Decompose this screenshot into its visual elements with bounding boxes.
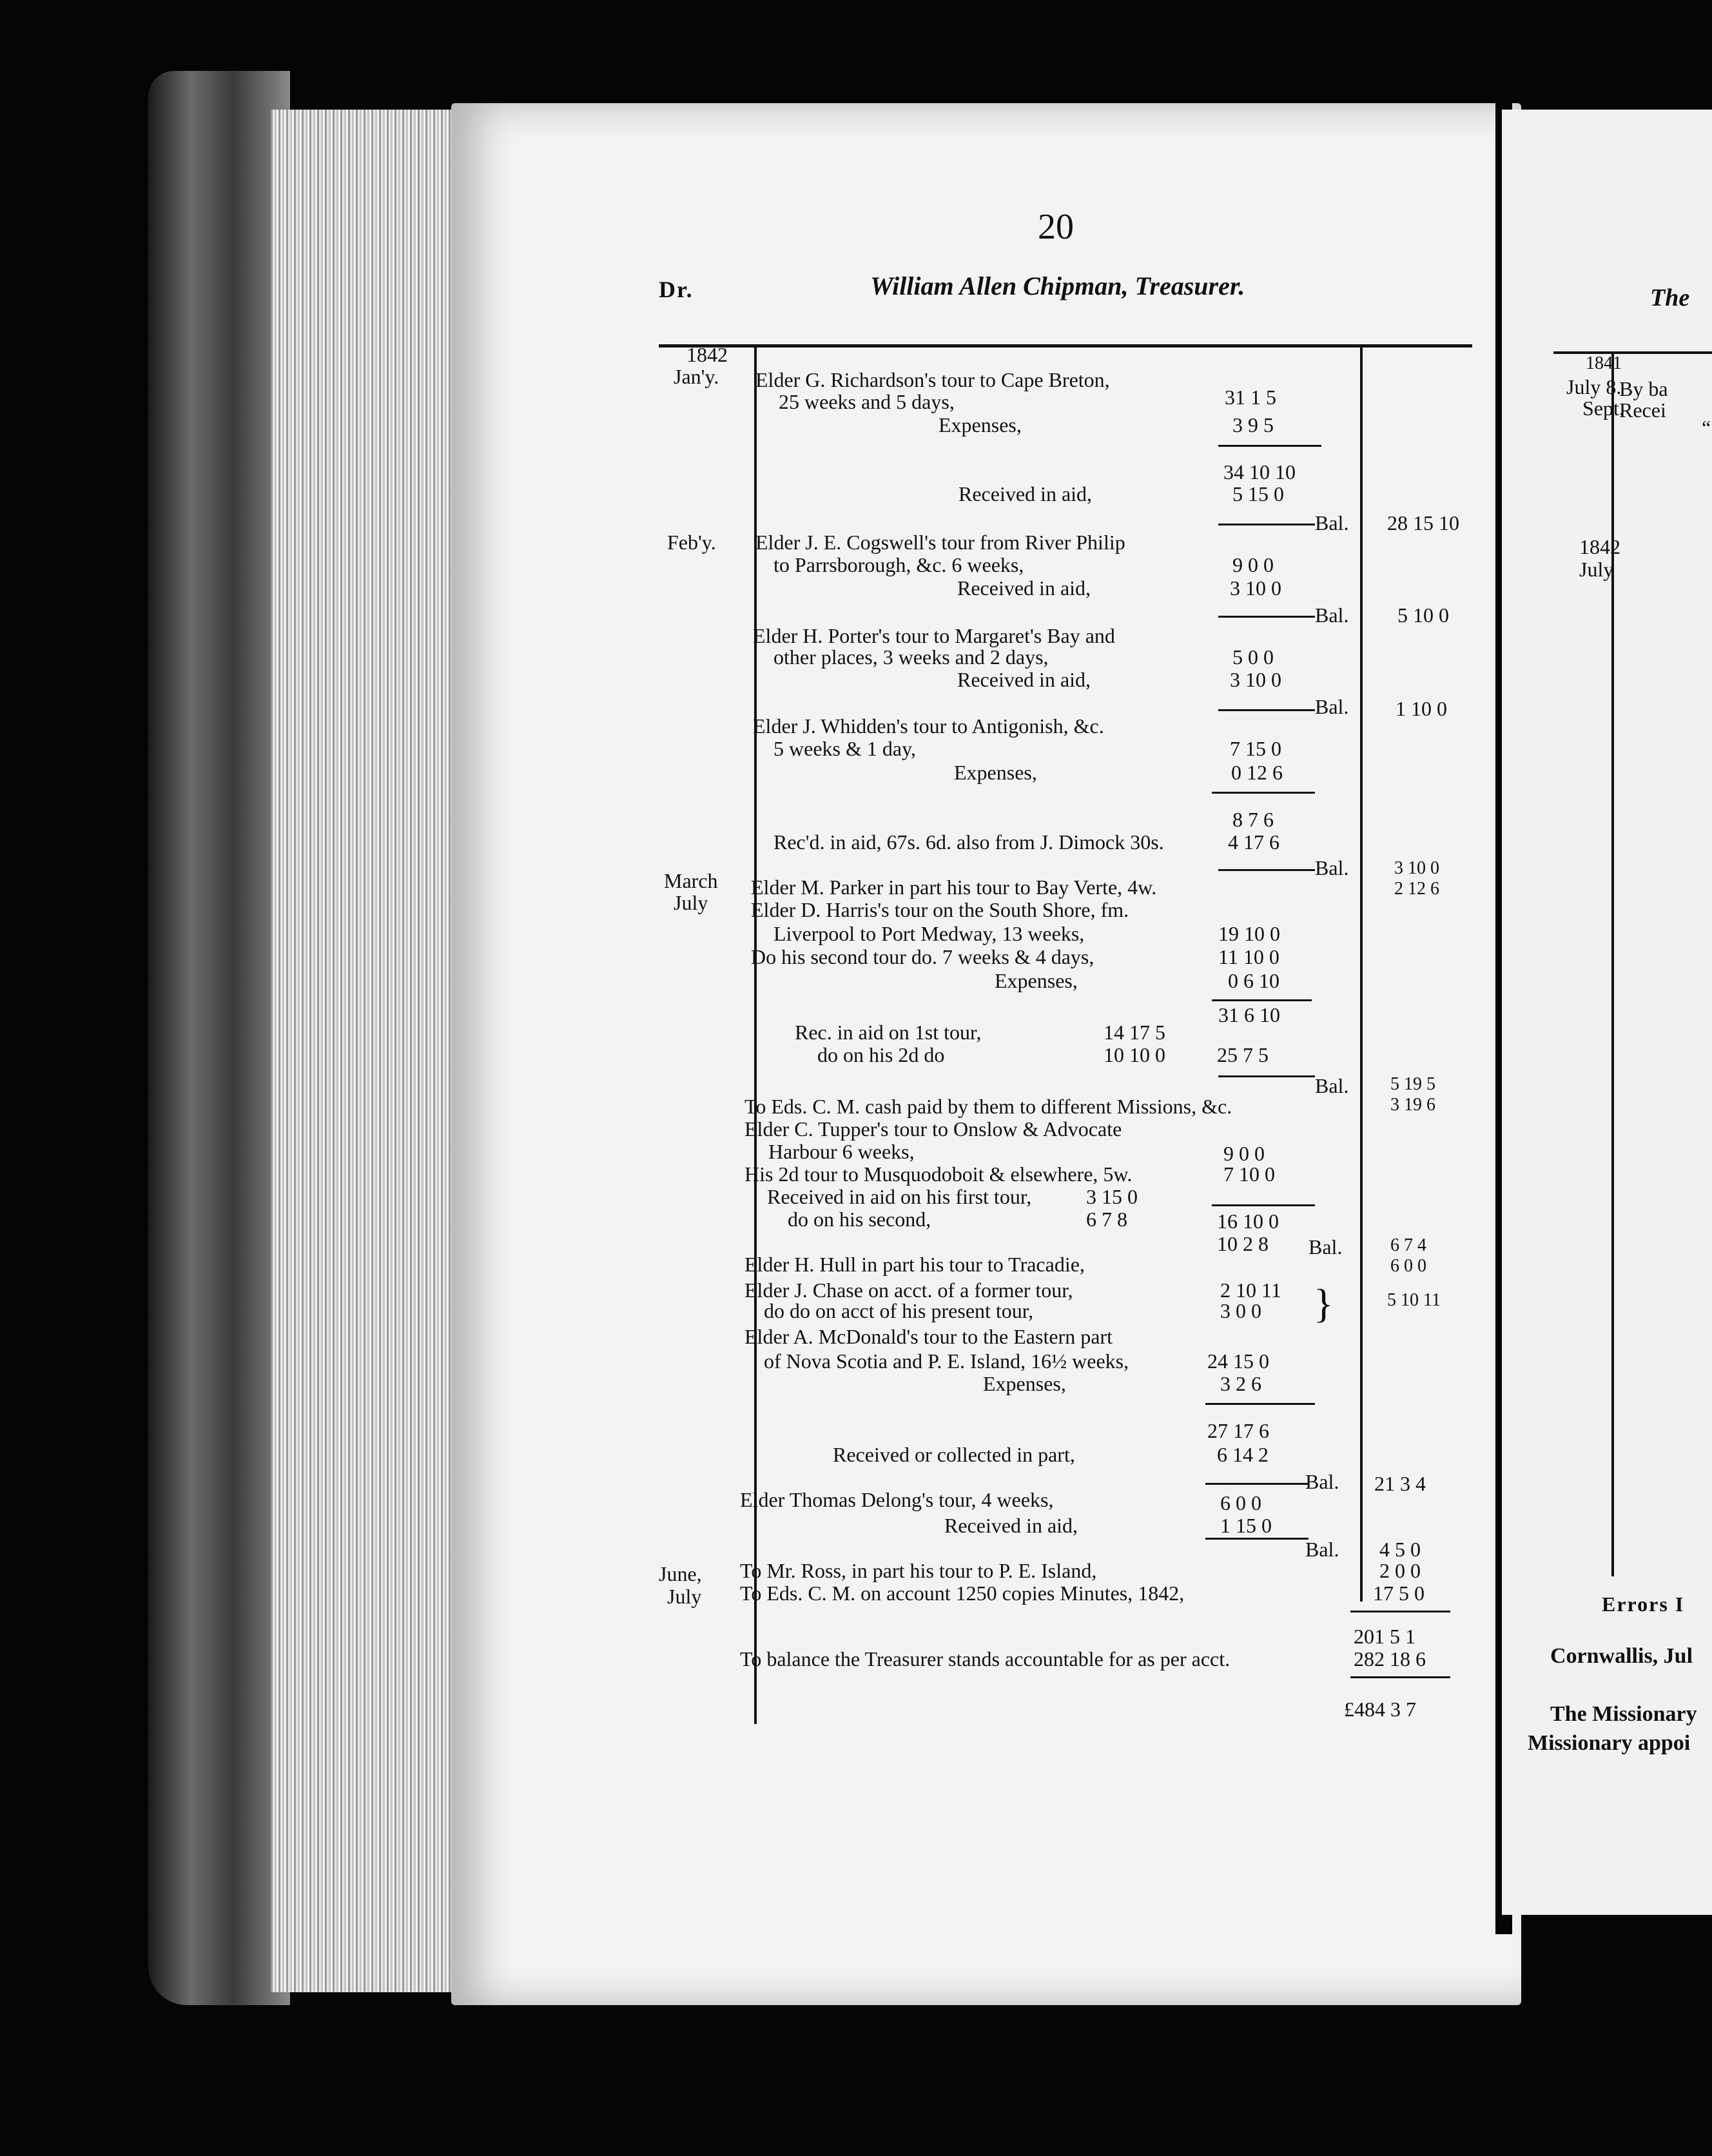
right-entry: By ba <box>1619 377 1668 400</box>
amount: 3 10 0 <box>1230 576 1281 600</box>
entry-line: Elder M. Parker in part his tour to Bay Verte, 4w. <box>751 876 1157 899</box>
right-date: July <box>1579 558 1614 581</box>
right-entry: “ <box>1702 416 1711 439</box>
amount: 10 2 8 <box>1217 1232 1269 1255</box>
amount: 9 0 0 <box>1232 553 1274 576</box>
amount: 6 7 8 <box>1086 1208 1127 1231</box>
entry-line: Expenses, <box>939 413 1022 436</box>
entry-line: Elder D. Harris's tour on the South Shore, fm. <box>751 898 1129 921</box>
amount: 7 10 0 <box>1223 1162 1275 1186</box>
entry-line: Expenses, <box>983 1372 1066 1395</box>
entry-line: Do his second tour do. 7 weeks & 4 days, <box>751 945 1094 968</box>
date-month: July <box>674 891 708 914</box>
amount: 6 14 2 <box>1217 1443 1269 1466</box>
total-amount: £484 3 7 <box>1344 1698 1416 1721</box>
bal-rule <box>1218 524 1315 525</box>
sum-rule <box>1350 1611 1450 1612</box>
balance-amount: 2 12 6 <box>1394 879 1439 899</box>
bal-rule <box>1218 1075 1315 1077</box>
right-entry: Cornwallis, Jul <box>1550 1644 1693 1668</box>
entry-line: Elder J. Chase on acct. of a former tour, <box>744 1279 1073 1302</box>
bal-label: Bal. <box>1305 1470 1339 1493</box>
amount: 34 10 10 <box>1223 460 1296 484</box>
bal-rule <box>1218 869 1315 871</box>
entry-line: Rec. in aid on 1st tour, <box>795 1021 982 1044</box>
entry-line: His 2d tour to Musquodoboit & elsewhere, 5w. <box>744 1162 1133 1186</box>
entry-line: do do on acct of his present tour, <box>764 1299 1034 1322</box>
balance-amount: 201 5 1 <box>1354 1625 1415 1648</box>
date-year: 1842 <box>686 343 728 366</box>
amount: 3 2 6 <box>1220 1372 1261 1395</box>
right-errors-heading: Errors I <box>1602 1592 1685 1616</box>
right-ledger-rule <box>1553 351 1712 354</box>
entry-line: Rec'd. in aid, 67s. 6d. also from J. Dimock 30s. <box>773 830 1164 854</box>
bal-label: Bal. <box>1315 511 1349 534</box>
balance-amount: 1 10 0 <box>1396 697 1447 720</box>
balance-amount: 5 10 0 <box>1397 603 1449 627</box>
entry-line: to Parrsborough, &c. 6 weeks, <box>773 553 1024 576</box>
book-edge-outer <box>148 71 290 2005</box>
amount: 25 7 5 <box>1217 1043 1269 1066</box>
bal-label: Bal. <box>1315 1074 1349 1097</box>
entry-line: Expenses, <box>954 761 1037 784</box>
amount: 31 1 5 <box>1225 386 1276 409</box>
page-number: 20 <box>1038 207 1074 247</box>
entry-line: Received in aid, <box>957 576 1091 600</box>
entry-line: Liverpool to Port Medway, 13 weeks, <box>773 922 1085 945</box>
entry-line: do on his second, <box>788 1208 931 1231</box>
entry-line: Received in aid, <box>944 1514 1078 1537</box>
date-month: Feb'y. <box>667 531 716 554</box>
amount: 10 10 0 <box>1104 1043 1165 1066</box>
bal-rule <box>1205 1538 1308 1540</box>
amount: 3 15 0 <box>1086 1185 1138 1208</box>
entry-line: other places, 3 weeks and 2 days, <box>773 645 1049 669</box>
amount: 14 17 5 <box>1104 1021 1165 1044</box>
amount: 3 9 5 <box>1232 413 1274 436</box>
balance-amount: 6 7 4 <box>1390 1235 1426 1255</box>
sum-rule <box>1350 1676 1450 1678</box>
amount: 5 0 0 <box>1232 645 1274 669</box>
amount: 0 12 6 <box>1231 761 1283 784</box>
bal-label: Bal. <box>1315 603 1349 627</box>
balance-amount: 6 0 0 <box>1390 1256 1426 1276</box>
right-date: 1841 <box>1586 353 1622 373</box>
entry-line: To Mr. Ross, in part his tour to P. E. Island, <box>740 1559 1097 1582</box>
amount: 7 15 0 <box>1230 737 1281 760</box>
sum-rule <box>1212 1204 1315 1206</box>
dr-label: Dr. <box>659 277 694 302</box>
right-date: Sept. <box>1582 397 1624 420</box>
amount: 8 7 6 <box>1232 808 1274 831</box>
entry-line: To balance the Treasurer stands accountable for as per acct. <box>740 1647 1230 1671</box>
right-entry: Recei <box>1619 398 1666 422</box>
entry-line: Elder H. Porter's tour to Margaret's Bay and <box>753 624 1115 647</box>
amount: 3 0 0 <box>1220 1299 1261 1322</box>
sum-rule <box>1205 1403 1315 1405</box>
right-page-title: The <box>1650 284 1690 311</box>
entry-line: Elder C. Tupper's tour to Onslow & Advocate <box>744 1117 1122 1141</box>
amount: 9 0 0 <box>1223 1142 1265 1165</box>
amount: 19 10 0 <box>1218 922 1280 945</box>
entry-line: 25 weeks and 5 days, <box>779 390 955 413</box>
entry-line: Elder J. E. Cogswell's tour from River Philip <box>755 531 1125 554</box>
right-entry: The Missionary <box>1550 1702 1697 1726</box>
entry-line: To Eds. C. M. on account 1250 copies Minutes, 1842, <box>740 1582 1185 1605</box>
amount: 6 0 0 <box>1220 1491 1261 1514</box>
balance-amount: 3 19 6 <box>1390 1095 1435 1115</box>
entry-line: Elder H. Hull in part his tour to Tracadie, <box>744 1253 1085 1276</box>
amount: 16 10 0 <box>1217 1210 1279 1233</box>
sum-rule <box>1218 445 1321 447</box>
amount: 4 17 6 <box>1228 830 1279 854</box>
date-month: July <box>667 1585 702 1608</box>
balance-amount: 21 3 4 <box>1374 1472 1426 1495</box>
bal-label: Bal. <box>1308 1235 1343 1259</box>
date-month: June, <box>659 1562 702 1585</box>
ledger-top-rule <box>659 344 1472 348</box>
entry-line: do on his 2d do <box>817 1043 945 1066</box>
entry-line: 5 weeks & 1 day, <box>773 737 916 760</box>
entry-line: Received or collected in part, <box>833 1443 1075 1466</box>
balance-amount: 282 18 6 <box>1354 1647 1426 1671</box>
entry-line: of Nova Scotia and P. E. Island, 16½ weeks, <box>764 1349 1129 1373</box>
amount: 5 15 0 <box>1232 482 1284 505</box>
date-month: Jan'y. <box>674 365 719 388</box>
balance-amount: 17 5 0 <box>1373 1582 1425 1605</box>
entry-line: Harbour 6 weeks, <box>768 1140 915 1163</box>
book-page-edges <box>271 110 464 1992</box>
amount: 24 15 0 <box>1207 1349 1269 1373</box>
entry-line: Received in aid, <box>957 668 1091 691</box>
bal-rule <box>1205 1483 1308 1485</box>
bal-label: Bal. <box>1305 1538 1339 1561</box>
sum-rule <box>1212 999 1312 1001</box>
entry-line: Received in aid, <box>958 482 1093 505</box>
right-date: July 8. <box>1566 375 1622 398</box>
bal-label: Bal. <box>1315 695 1349 718</box>
balance-amount: 5 19 5 <box>1390 1074 1435 1094</box>
right-date: 1842 <box>1579 535 1620 558</box>
bal-rule <box>1218 616 1315 618</box>
sum-rule <box>1212 792 1315 794</box>
bal-label: Bal. <box>1315 856 1349 879</box>
date-month: March <box>664 869 718 892</box>
entry-line: Elder J. Whidden's tour to Antigonish, &c. <box>753 714 1104 738</box>
balance-amount: 4 5 0 <box>1379 1538 1421 1561</box>
entry-line: To Eds. C. M. cash paid by them to different Missions, &c. <box>744 1095 1232 1118</box>
amount: 0 6 10 <box>1228 969 1279 992</box>
page-title: William Allen Chipman, Treasurer. <box>870 271 1245 300</box>
balance-amount: 2 0 0 <box>1379 1559 1421 1582</box>
balance-amount: 3 10 0 <box>1394 858 1439 878</box>
entry-line: Received in aid on his first tour, <box>767 1185 1032 1208</box>
amount: 27 17 6 <box>1207 1419 1269 1442</box>
amount: 2 10 11 <box>1220 1279 1281 1302</box>
amount: 3 10 0 <box>1230 668 1281 691</box>
amount: 11 10 0 <box>1218 945 1279 968</box>
entry-line: Elder G. Richardson's tour to Cape Breton, <box>755 368 1110 391</box>
amount-column-rule <box>1360 344 1363 1602</box>
entry-line: Expenses, <box>995 969 1078 992</box>
amount: 31 6 10 <box>1218 1003 1280 1026</box>
amount: 1 15 0 <box>1220 1514 1272 1537</box>
brace-glyph: } <box>1314 1280 1334 1326</box>
entry-line: Elder A. McDonald's tour to the Eastern part <box>744 1325 1113 1348</box>
bal-rule <box>1218 709 1315 711</box>
balance-amount: 28 15 10 <box>1387 511 1459 534</box>
entry-line: Elder Thomas Delong's tour, 4 weeks, <box>740 1488 1054 1511</box>
right-entry: Missionary appoi <box>1528 1731 1691 1755</box>
balance-amount: 5 10 11 <box>1387 1290 1441 1310</box>
